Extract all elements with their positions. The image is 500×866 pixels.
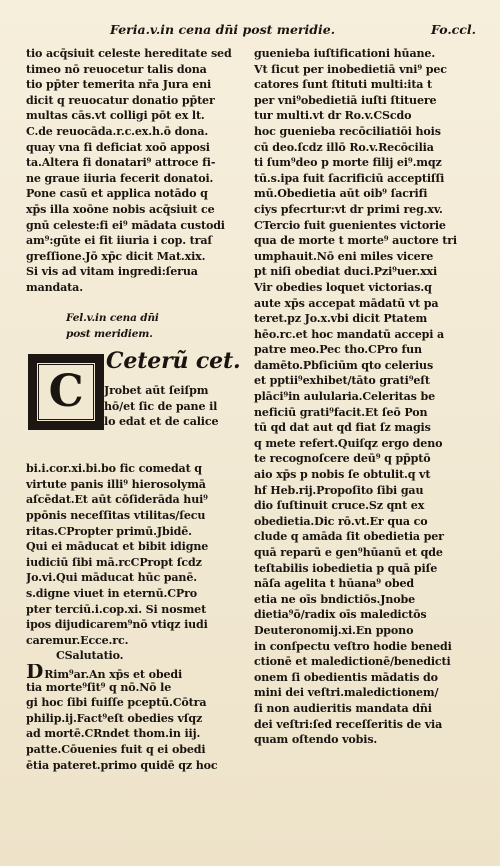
rubric-line: post meridiem. bbox=[66, 327, 153, 340]
text-line: Vt ſicut per inobedietiā vni⁹ pec bbox=[254, 62, 447, 76]
text-line: greſſione.Jō xp̄c dicit Mat.xix. bbox=[26, 249, 206, 263]
text-line: dicit q reuocatur donatio pp̄ter bbox=[26, 93, 215, 107]
text-line: plāci⁹in aulularia.Celeritas be bbox=[254, 390, 435, 404]
text-line: ctionē et maledictionē/benedicti bbox=[254, 655, 451, 669]
salutation-heading: CSalutatio. bbox=[56, 649, 124, 663]
text-line: hēo.rc.et hoc mandatū accepi a bbox=[254, 327, 445, 341]
text-line: ti ſum⁹deo p morte filij ei⁹.mqz bbox=[254, 156, 442, 170]
text-line: virtute panis illi⁹ hierosolymā bbox=[26, 477, 206, 491]
page-header bbox=[40, 22, 476, 44]
salutation-initial-letter: D bbox=[26, 664, 44, 680]
text-line: Jo.vi.Qui māducat hūc panē. bbox=[26, 571, 197, 585]
text-line: timeo nō reuocetur talis dona bbox=[26, 62, 207, 76]
text-line: patre meo.Pec tho.CPro fun bbox=[254, 343, 422, 357]
text-line: gnū celeste:fi ei⁹ mādata custodi bbox=[26, 218, 225, 232]
text-line: Qui ei māducat et bibit idigne bbox=[26, 540, 209, 554]
initial-letter-glyph: C bbox=[36, 362, 96, 422]
text-line: aſcēdat.Et aūt cōſiderāda hui⁹ bbox=[26, 493, 208, 507]
salutation-text bbox=[26, 664, 240, 773]
right-column bbox=[254, 46, 472, 748]
text-line: C.de reuocāda.r.c.ex.h.ō dona. bbox=[26, 124, 209, 138]
folio-number: Fo.ccl. bbox=[431, 22, 476, 37]
text-line: ad mortē.CRndet thom.in iij. bbox=[26, 727, 201, 741]
text-line: teret.pz Jo.x.vbi dicit Ptatem bbox=[254, 312, 428, 326]
text-line: tur multi.vt dr Ro.v.CScdo bbox=[254, 109, 412, 123]
text-line: cū deo.ſcdz illō Ro.v.Recōcilia bbox=[254, 140, 434, 154]
text-line: tio acq̄siuit celeste hereditate sed bbox=[26, 47, 232, 60]
text-line: caremur.Ecce.rc. bbox=[26, 633, 129, 647]
text-line: quā reparū e gen⁹hūanū et qde bbox=[254, 546, 443, 559]
text-line: per vni⁹obedietiā iuſti ſtituere bbox=[254, 93, 437, 107]
text-line: Jrobet aūt ſeiſpm bbox=[104, 384, 209, 398]
text-line: ne graue iiuria fecerit donatoi. bbox=[26, 171, 214, 185]
left-text-block bbox=[26, 46, 240, 296]
text-line: philip.ij.Fact⁹eſt obedies vſqz bbox=[26, 711, 203, 725]
left-text-block-2 bbox=[26, 461, 240, 648]
text-line: dio ſuſtinuit cruce.Sz qnt ex bbox=[254, 499, 425, 513]
text-line: ipos dijudicarem⁹nō vtiqz iudi bbox=[26, 618, 208, 632]
text-line: xp̄s illa xoōne nobis acq̄siuit ce bbox=[26, 202, 215, 216]
text-line: pter terciū.i.cop.xi. Si nosmet bbox=[26, 602, 207, 616]
text-line: mini dei veſtri.maledictionem/ bbox=[254, 686, 439, 700]
text-line: tū.s.ipa fuit ſacrificiū acceptiſſi bbox=[254, 171, 445, 185]
text-line: Pone casū et applica notādo q bbox=[26, 187, 208, 201]
text-line: pt niſi obediat duci.Pzi⁹uer.xxi bbox=[254, 265, 438, 279]
text-line: iudiciū ſibi mā.rcCPropt ſcdz bbox=[26, 555, 202, 569]
text-line: dietia⁹ō/radix oīs maledictōs bbox=[254, 608, 427, 622]
decorated-initial-section bbox=[26, 348, 241, 461]
text-line: aute xp̄s accepat mādatū vt pa bbox=[254, 296, 439, 310]
text-line bbox=[26, 664, 240, 680]
text-line: q mete refert.Quiſqz ergo deno bbox=[254, 436, 443, 450]
text-line: clude q amāda ſit obedietia per bbox=[254, 530, 444, 544]
rubric-line: Fel.v.in cena dn̄i bbox=[66, 312, 159, 325]
text-line: aio xp̄s p nobis ſe obtulit.q vt bbox=[254, 468, 431, 482]
rubric-heading bbox=[26, 311, 240, 342]
text-line: Deuteronomij.xi.En ppono bbox=[254, 623, 414, 637]
left-column bbox=[26, 46, 240, 773]
initial-heading: Ceterũ cet. bbox=[106, 348, 241, 375]
text-line: quay vna fi deficiat xoō apposi bbox=[26, 140, 210, 154]
text-line: etia ne oīs bndictiōs.Jnobe bbox=[254, 592, 416, 606]
text-line: neficiū grati⁹facit.Et ſeō Pon bbox=[254, 405, 428, 419]
text-line: onem ſi obedientis mādatis do bbox=[254, 670, 438, 684]
text-line: s.digne viuet in eternū.CPro bbox=[26, 587, 198, 601]
text-line: gi hoc ſibi fuiſſe pceptū.Cōtra bbox=[26, 696, 207, 710]
text-line: nāſa agelita t hūana⁹ obed bbox=[254, 577, 415, 591]
text-line: qua de morte t morte⁹ auctore tri bbox=[254, 234, 457, 248]
text-line: dei veſtri:ſed receſſeritis de via bbox=[254, 717, 443, 731]
text-line: hf Heb.rij.Propoſito ſibi gau bbox=[254, 483, 424, 497]
text-line: obedietia.Dic rō.vt.Er qua co bbox=[254, 514, 428, 528]
text-line: hō/et ſic de pane il bbox=[104, 399, 218, 413]
text-line: mandata. bbox=[26, 280, 83, 294]
text-line: quam oſtendo vobis. bbox=[254, 733, 378, 747]
text-line: ciys pfecrtur:vt dr primi reg.xv. bbox=[254, 202, 443, 216]
text-line: multas cās.vt colligi pōt ex lt. bbox=[26, 109, 205, 123]
text-line: Vir obedies loquet victorias.q bbox=[254, 280, 432, 294]
text-line: CTercio fuit guenientes victorie bbox=[254, 218, 446, 232]
initial-side-lines bbox=[104, 383, 240, 430]
text-line: bi.i.cor.xi.bi.bo fic comedat q bbox=[26, 462, 202, 476]
text-line: te recognoſcere deū⁹ q pp̄ptō bbox=[254, 452, 431, 466]
text-line: mū.Obedietia aūt oib⁹ ſacrifi bbox=[254, 187, 428, 201]
text-line: et pptii⁹exhibet/tāto grati⁹eſt bbox=[254, 374, 430, 388]
text-line: hoc guenieba recōciliatiōi hois bbox=[254, 124, 441, 138]
text-line: ētia pateret.primo quidē qz hoc bbox=[26, 758, 218, 772]
text-line: guenieba iuſtificationi hūane. bbox=[254, 47, 436, 60]
text-line: tia morte⁹ſit⁹ q nō.Nō le bbox=[26, 680, 172, 694]
text-line: ta.Altera fi donatari⁹ attroce fi- bbox=[26, 156, 216, 170]
text-line: lo edat et de calice bbox=[104, 415, 219, 429]
text-line: Si vis ad vitam ingredi:ſerua bbox=[26, 265, 198, 279]
text-line: ritas.CPropter primū.Jbidē. bbox=[26, 524, 192, 538]
text-line: umphauit.Nō eni miles vicere bbox=[254, 249, 434, 263]
text-line: tio pp̄ter temerita nr̄a Jura eni bbox=[26, 78, 212, 92]
text-line: tū qd dat aut qd fiat ſz magis bbox=[254, 421, 431, 435]
text-line: teſtabilis iobedietia p quā piſe bbox=[254, 561, 438, 575]
text-line: damēto.Pbſiciūm qto celerius bbox=[254, 358, 434, 372]
text-line: catores ſunt ſtituti multi:ita t bbox=[254, 78, 433, 92]
salutation-first-line: Rim⁹ar.An xp̄s et obedi bbox=[44, 668, 183, 680]
running-title: Feria.v.in cena dn̄i post meridie. bbox=[110, 22, 336, 37]
text-line: patte.Cōuenies fuit q ei obedi bbox=[26, 742, 206, 756]
text-line: am⁹:gūte ei fit iiuria i cop. traſ bbox=[26, 234, 213, 248]
text-line: in conſpectu veſtro hodie benedi bbox=[254, 639, 452, 653]
text-line: ſi non audieritis mandata dn̄i bbox=[254, 701, 432, 715]
decorated-initial-letter bbox=[28, 354, 104, 430]
text-line: ppōnis neceſſitas vtilitas/ſecu bbox=[26, 509, 206, 523]
